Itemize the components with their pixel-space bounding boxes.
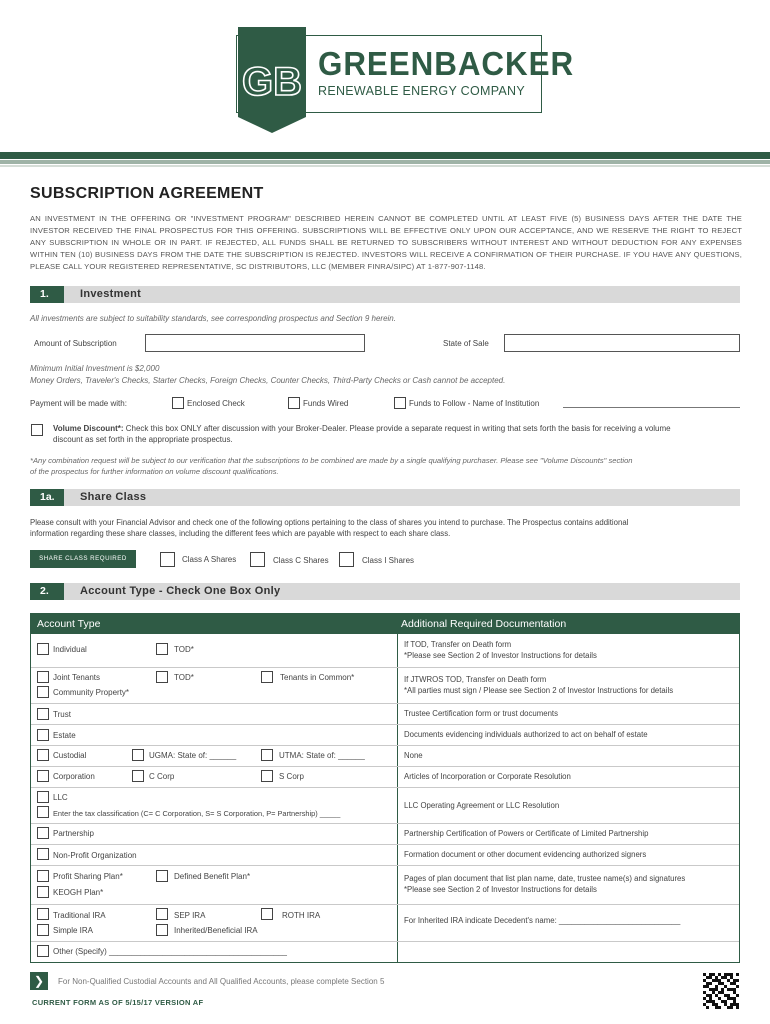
row-divider (31, 787, 739, 788)
community-property-checkbox[interactable] (37, 686, 49, 698)
doc-inherited-ira: For Inherited IRA indicate Decedent's name: ____________________________ (404, 916, 681, 925)
c-corp-checkbox[interactable] (132, 770, 144, 782)
share-class-desc-cont: information regarding these share classes, including the different fees which are payable with respect to each share class. (30, 529, 451, 538)
ugma-label: UGMA: State of: ______ (149, 751, 237, 760)
llc-label: LLC (53, 793, 68, 802)
payment-label: Payment will be made with: (30, 399, 127, 408)
profit-sharing-label: Profit Sharing Plan* (53, 872, 123, 881)
chevron-right-icon: ❯ (30, 972, 48, 990)
page-title: SUBSCRIPTION AGREEMENT (30, 185, 264, 202)
sep-ira-label: SEP IRA (174, 911, 206, 920)
volume-discount-text-cont: discount as set forth in the appropriate prospectus. (53, 435, 233, 444)
amount-field[interactable] (145, 334, 365, 352)
partnership-checkbox[interactable] (37, 827, 49, 839)
joint-tenants-label: Joint Tenants (53, 673, 100, 682)
joint-tod-checkbox[interactable] (156, 671, 168, 683)
section-title: Account Type - Check One Box Only (80, 585, 281, 597)
utma-label: UTMA: State of: ______ (279, 751, 365, 760)
roth-ira-checkbox[interactable] (261, 908, 273, 920)
section-number: 1a. (30, 489, 64, 506)
keogh-label: KEOGH Plan* (53, 888, 104, 897)
class-a-checkbox[interactable] (160, 552, 175, 567)
row-divider (31, 904, 739, 905)
section-1-header (30, 286, 740, 303)
row-divider (31, 745, 739, 746)
row-divider (31, 941, 739, 942)
funds-to-follow-label: Funds to Follow - Name of Institution (409, 399, 540, 408)
keogh-checkbox[interactable] (37, 886, 49, 898)
class-c-label: Class C Shares (273, 556, 329, 565)
ugma-checkbox[interactable] (132, 749, 144, 761)
tod-checkbox[interactable] (156, 643, 168, 655)
column-header: Account Type (37, 618, 101, 630)
custodial-checkbox[interactable] (37, 749, 49, 761)
simple-ira-label: Simple IRA (53, 926, 94, 935)
monogram-shield-icon (238, 27, 306, 133)
row-divider (31, 865, 739, 866)
estate-checkbox[interactable] (37, 729, 49, 741)
volume-footnote: *Any combination request will be subject to our verification that the subscriptions to be combined are made by a single qualifying purchaser. Please see "Volume Discounts" section (30, 456, 633, 465)
row-divider (31, 844, 739, 845)
trust-checkbox[interactable] (37, 708, 49, 720)
funds-wired-label: Funds Wired (303, 399, 349, 408)
llc-checkbox[interactable] (37, 791, 49, 803)
doc-corporation: Articles of Incorporation or Corporate Resolution (404, 772, 571, 781)
s-corp-label: S Corp (279, 772, 304, 781)
tod-label: TOD* (174, 645, 194, 654)
header-stripe (0, 165, 770, 167)
section-number: 2. (30, 583, 64, 600)
llc-tax-checkbox[interactable] (37, 806, 49, 818)
inherited-ira-checkbox[interactable] (156, 924, 168, 936)
community-property-label: Community Property* (53, 688, 130, 697)
class-i-checkbox[interactable] (339, 552, 354, 567)
row-divider (31, 724, 739, 725)
roth-ira-label: ROTH IRA (282, 911, 321, 920)
row-divider (31, 766, 739, 767)
doc-trust: Trustee Certification form or trust documents (404, 709, 558, 718)
defined-benefit-checkbox[interactable] (156, 870, 168, 882)
section-number: 1. (30, 286, 64, 303)
state-of-sale-field[interactable] (504, 334, 740, 352)
defined-benefit-label: Defined Benefit Plan* (174, 872, 251, 881)
column-divider (397, 634, 398, 962)
intro-disclaimer: AN INVESTMENT IN THE OFFERING OR "INVESTMENT PROGRAM" DESCRIBED HEREIN CANNOT BE COMPLETED UNTIL AT LEAST FIVE (5) BUSINESS DAYS AFTER THE DATE THE INVESTOR RECEIVED THE FINAL PROSPECTUS FOR THIS OFFERING. SUBSCRIPTIONS WILL BE EFFECTIVE ONLY UPON OUR ACCEPTANCE, AND WE RESERVE THE RIGHT TO REJECT ANY SUBSCRIPTION IN WHOLE OR IN PART. IF REJECTED, ALL FUNDS SHALL BE RETURNED TO SUBSCRIBERS WITHOUT INTEREST AND WITHOUT DEDUCTION FOR ANY EXPENSES WITHIN TEN (10) BUSINESS DAYS FROM THE DATE THE SUBSCRIPTION IS REJECTED. INVESTORS WILL RECEIVE A CONFIRMATION OF THEIR PURCHASE. IF YOU HAVE ANY QUESTIONS, PLEASE CALL YOUR REGISTERED REPRESENTATIVE, SC DISTRIBUTORS, LLC (MEMBER FINRA/SIPC) AT 1-877-907-1148. (30, 214, 742, 271)
form-version: CURRENT FORM AS OF 5/15/17 VERSION AF (32, 998, 204, 1007)
joint-tod-label: TOD* (174, 673, 194, 682)
doc-plan-note: *Please see Section 2 of Investor Instructions for details (404, 885, 597, 894)
volume-discount-checkbox[interactable] (31, 424, 43, 436)
section-2-header (30, 583, 740, 600)
simple-ira-checkbox[interactable] (37, 924, 49, 936)
doc-plan: Pages of plan document that list plan name, date, trustee name(s) and signatures (404, 874, 686, 883)
company-tagline: RENEWABLE ENERGY COMPANY (318, 84, 526, 98)
class-a-label: Class A Shares (182, 555, 237, 564)
estate-label: Estate (53, 731, 76, 740)
trust-label: Trust (53, 710, 71, 719)
state-of-sale-label: State of Sale (443, 339, 489, 348)
other-label: Other (Specify) ________________________________________ (53, 947, 287, 956)
doc-jtwros: If JTWROS TOD, Transfer on Death form (404, 675, 547, 684)
sep-ira-checkbox[interactable] (156, 908, 168, 920)
volume-footnote-cont: of the prospectus for further information on volume discount qualifications. (30, 467, 279, 476)
profit-sharing-checkbox[interactable] (37, 870, 49, 882)
svg-text:GB: GB (242, 60, 302, 104)
funds-wired-checkbox[interactable] (288, 397, 300, 409)
partnership-label: Partnership (53, 829, 94, 838)
doc-partnership: Partnership Certification of Powers or Certificate of Limited Partnership (404, 829, 649, 838)
class-i-label: Class I Shares (362, 556, 415, 565)
corporation-label: Corporation (53, 772, 95, 781)
company-logo (228, 27, 575, 133)
doc-estate: Documents evidencing individuals authorized to act on behalf of estate (404, 730, 648, 739)
institution-name-field[interactable] (563, 407, 740, 408)
individual-checkbox[interactable] (37, 643, 49, 655)
account-type-table (30, 613, 740, 963)
row-divider (31, 667, 739, 668)
section-title: Share Class (80, 491, 147, 503)
share-class-desc: Please consult with your Financial Advisor and check one of the following options pertaining to the class of shares you intend to purchase. The Prospectus contains additional (30, 518, 629, 527)
amount-label: Amount of Subscription (34, 339, 117, 348)
volume-discount-text: Volume Discount*: Check this box ONLY after discussion with your Broker-Dealer. Please provide a separate request in writing that sets forth the basis for receiving a volume (53, 424, 671, 433)
header-stripe (0, 152, 770, 159)
suitability-note: All investments are subject to suitability standards, see corresponding prospectus and Section 9 herein. (30, 314, 396, 323)
enclosed-check-label: Enclosed Check (187, 399, 245, 408)
traditional-ira-checkbox[interactable] (37, 908, 49, 920)
header-stripe (0, 160, 770, 164)
individual-label: Individual (53, 645, 87, 654)
table-header (31, 614, 739, 634)
doc-jtwros-note: *All parties must sign / Please see Section 2 of Investor Instructions for details (404, 686, 674, 695)
doc-llc: LLC Operating Agreement or LLC Resolution (404, 801, 560, 810)
doc-non-profit: Formation document or other document evidencing authorized signers (404, 850, 647, 859)
qr-code-icon (703, 973, 739, 1009)
section-1a-header (30, 489, 740, 506)
tenants-in-common-checkbox[interactable] (261, 671, 273, 683)
doc-custodial: None (404, 751, 423, 760)
company-name: GREENBACKER (318, 45, 575, 82)
enclosed-check-checkbox[interactable] (172, 397, 184, 409)
inherited-ira-label: Inherited/Beneficial IRA (174, 926, 258, 935)
tenants-in-common-label: Tenants in Common* (280, 673, 355, 682)
section-title: Investment (80, 288, 142, 300)
c-corp-label: C Corp (149, 772, 175, 781)
other-checkbox[interactable] (37, 945, 49, 957)
section-5-note: For Non-Qualified Custodial Accounts and All Qualified Accounts, please complete Section 5 (58, 977, 385, 986)
doc-tod: If TOD, Transfer on Death form (404, 640, 512, 649)
funds-to-follow-checkbox[interactable] (394, 397, 406, 409)
share-class-required-badge: SHARE CLASS REQUIRED (30, 550, 136, 568)
corporation-checkbox[interactable] (37, 770, 49, 782)
s-corp-checkbox[interactable] (261, 770, 273, 782)
row-divider (31, 823, 739, 824)
class-c-checkbox[interactable] (250, 552, 265, 567)
llc-tax-label: Enter the tax classification (C= C Corporation, S= S Corporation, P= Partnership) _____ (53, 809, 341, 818)
doc-tod-note: *Please see Section 2 of Investor Instructions for details (404, 651, 597, 660)
row-divider (31, 703, 739, 704)
custodial-label: Custodial (53, 751, 87, 760)
non-profit-checkbox[interactable] (37, 848, 49, 860)
min-investment-note: Minimum Initial Investment is $2,000 (30, 364, 160, 373)
traditional-ira-label: Traditional IRA (53, 911, 106, 920)
non-profit-label: Non-Profit Organization (53, 851, 137, 860)
joint-tenants-checkbox[interactable] (37, 671, 49, 683)
column-header: Additional Required Documentation (401, 618, 567, 630)
utma-checkbox[interactable] (261, 749, 273, 761)
payment-restrictions-note: Money Orders, Traveler's Checks, Starter Checks, Foreign Checks, Counter Checks, Third-Party Checks or Cash cannot be accepted. (30, 376, 506, 385)
